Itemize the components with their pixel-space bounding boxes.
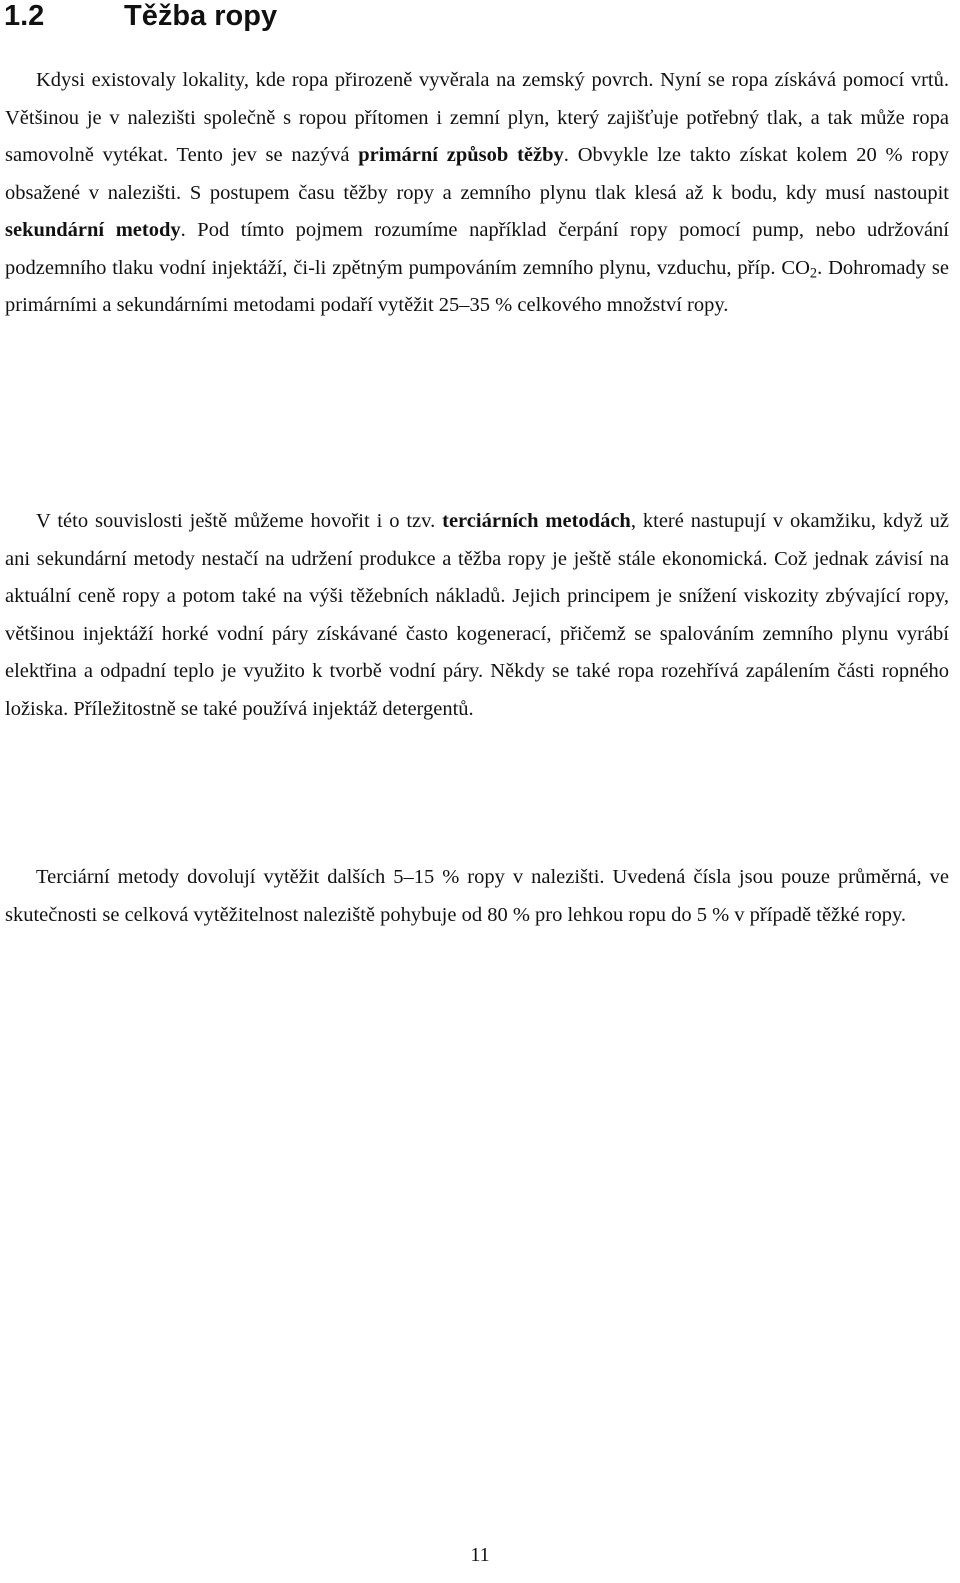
paragraph-tertiary-methods: [5, 503, 949, 728]
paragraph-recovery-rates: [5, 859, 949, 934]
p1-text-1: Kdysi existovaly lokality, kde ropa přirozeně vyvěrala na zemský povrch. Nyní se ropa získává pomocí vrtů. Většinou je v nalezišti společně s ropou přítomen i zemní plyn, který zajišťuje potřebný tlak, a tak může ropa samovolně vytékat. Tento jev se nazývá: [5, 69, 949, 166]
term-tertiary-methods: terciárních metodách: [442, 510, 631, 532]
p1-text-4: . Dohromady se primárními a sekundárními metodami podaří vytěžit 25–35 % celkového množství ropy.: [5, 256, 949, 316]
page-number: 11: [470, 1544, 490, 1566]
term-secondary-methods: sekundární metody: [5, 219, 181, 241]
section-title: Těžba ropy: [124, 0, 278, 32]
p1-text-3: . Pod tímto pojmem rozumíme například čerpání ropy pomocí pump, nebo udržování podzemního tlaku vodní injektáží, či-li zpětným pumpováním zemního plynu, vzduchu, příp. CO: [5, 219, 949, 279]
p2-text-2: , které nastupují v okamžiku, když už ani sekundární metody nestačí na udržení produkce a těžba ropy je ještě stále ekonomická. Což jednak závisí na aktuální ceně ropy a potom také na výši těžebních nákladů. Jejich principem je snížení viskozity zbývající ropy, většinou injektáží horké vodní páry získávané často kogenerací, přičemž se spalováním zemního plynu vyrábí elektřina a odpadní teplo je využito k tvorbě vodní páry. Někdy se také ropa rozehřívá zapálením části ropného ložiska. Příležitostně se také používá injektáž detergentů.: [5, 510, 949, 720]
section-heading: [4, 0, 277, 34]
term-primary-extraction: primární způsob těžby: [358, 144, 564, 166]
section-number: 1.2: [4, 0, 45, 32]
paragraph-primary-secondary-methods: [5, 62, 949, 325]
p3-text-1: Terciární metody dovolují vytěžit dalších 5–15 % ropy v nalezišti. Uvedená čísla jsou pouze průměrná, ve skutečnosti se celková vytěžitelnost naleziště pohybuje od 80 % pro lehkou ropu do 5 % v případě těžké ropy.: [5, 866, 949, 926]
co2-subscript: 2: [809, 265, 818, 282]
p1-text-2: . Obvykle lze takto získat kolem 20 % ropy obsažené v nalezišti. S postupem času těžby ropy a zemního plynu tlak klesá až k bodu, kdy musí nastoupit: [5, 144, 949, 204]
p2-text-1: V této souvislosti ještě můžeme hovořit i o tzv.: [36, 510, 443, 532]
